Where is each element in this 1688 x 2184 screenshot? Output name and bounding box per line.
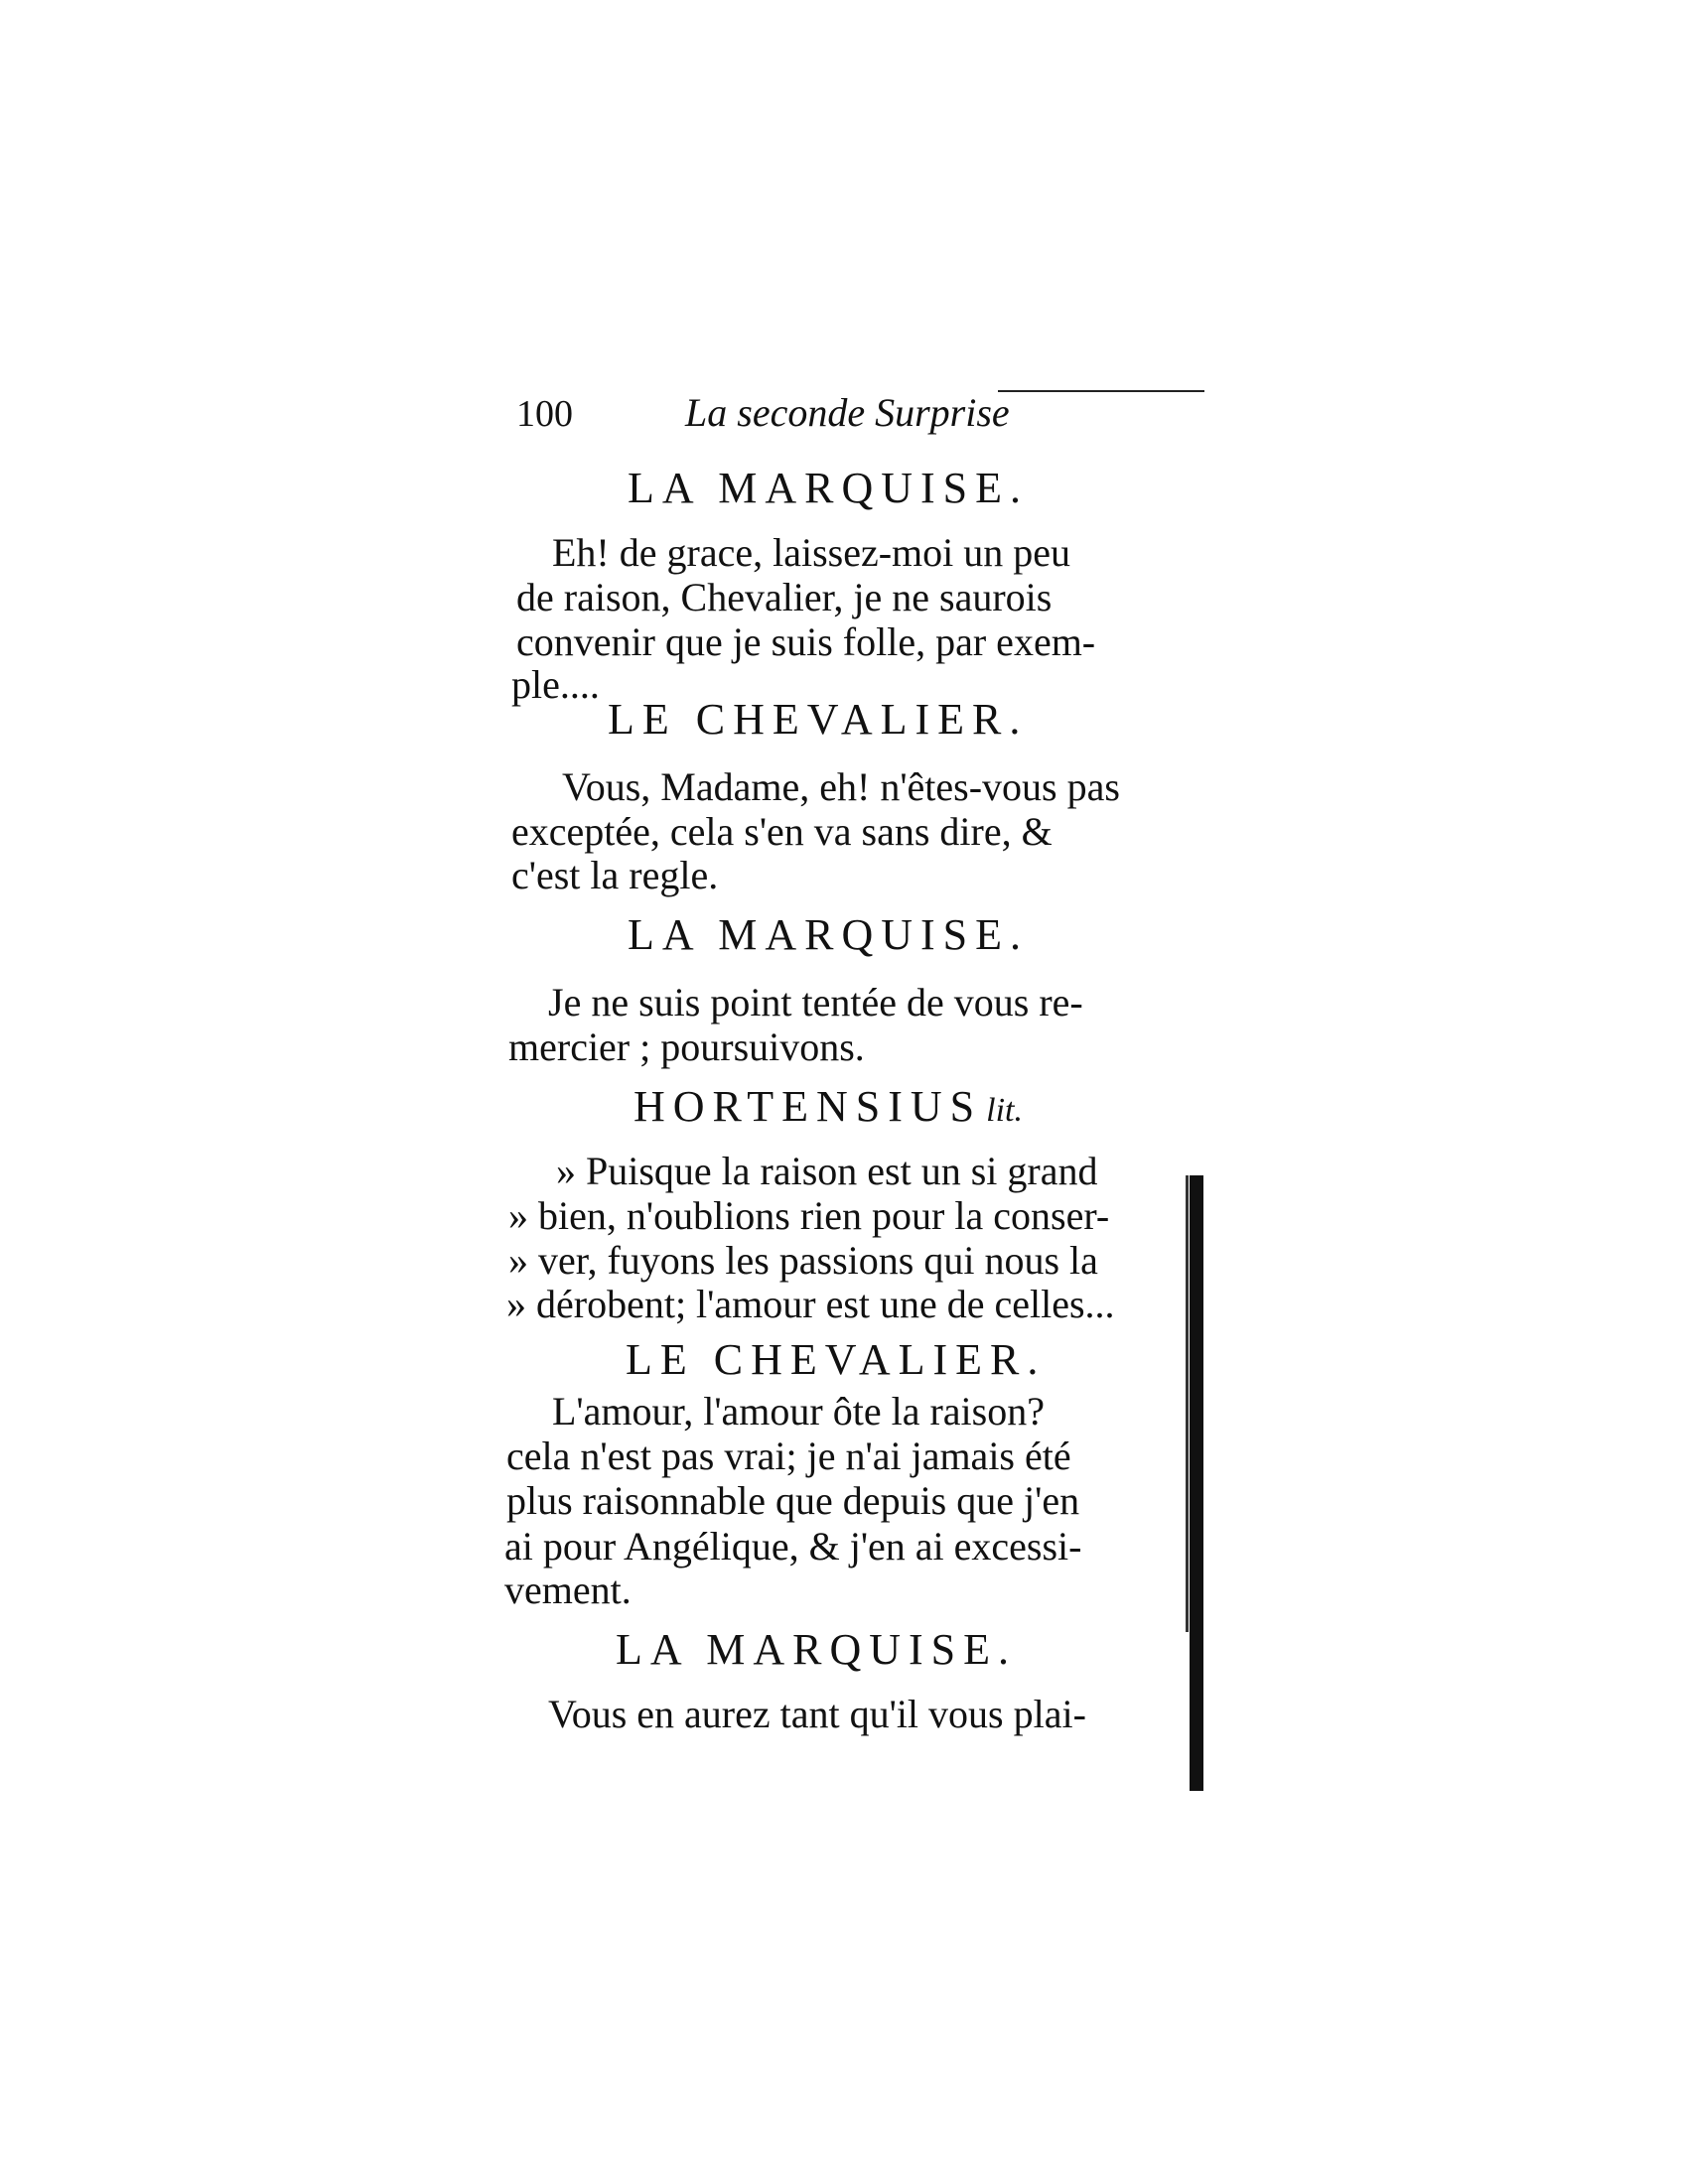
speaker-name: LA MARQUISE.	[628, 464, 1030, 512]
dialogue-line: L'amour, l'amour ôte la raison?	[552, 1389, 1045, 1433]
speaker-name: LE CHEVALIER.	[626, 1335, 1047, 1384]
page-edge-shadow	[1186, 1175, 1189, 1632]
dialogue-line: Je ne suis point tentée de vous re-	[548, 980, 1083, 1024]
dialogue-line: Vous en aurez tant qu'il vous plai-	[548, 1692, 1086, 1736]
dialogue-line: vement.	[504, 1568, 632, 1612]
speaker-name: LA MARQUISE.	[616, 1625, 1018, 1674]
dialogue-line: mercier ; poursuivons.	[508, 1024, 865, 1069]
page-edge-bar	[1190, 1175, 1203, 1791]
header-rule	[998, 390, 1204, 392]
speaker-name	[633, 1082, 1023, 1131]
stage-direction: lit.	[986, 1092, 1023, 1129]
page-number: 100	[516, 393, 573, 435]
dialogue-line: de raison, Chevalier, je ne saurois	[516, 575, 1053, 619]
dialogue-line: cela n'est pas vrai; je n'ai jamais été	[506, 1433, 1071, 1478]
dialogue-line: exceptée, cela s'en va sans dire, &	[511, 809, 1053, 854]
dialogue-line: » dérobent; l'amour est une de celles...	[506, 1282, 1115, 1326]
speaker-label: HORTENSIUS	[633, 1082, 983, 1131]
dialogue-line: » ver, fuyons les passions qui nous la	[508, 1238, 1098, 1283]
dialogue-line: plus raisonnable que depuis que j'en	[506, 1478, 1080, 1523]
dialogue-line: Eh! de grace, laissez-moi un peu	[552, 530, 1071, 575]
speaker-name: LA MARQUISE.	[628, 910, 1030, 959]
dialogue-line: convenir que je suis folle, par exem-	[516, 619, 1096, 664]
dialogue-line: » Puisque la raison est un si grand	[556, 1149, 1098, 1193]
running-title: La seconde Surprise	[685, 390, 1010, 435]
dialogue-line: ai pour Angélique, & j'en ai excessi-	[504, 1524, 1082, 1569]
dialogue-line: Vous, Madame, eh! n'êtes-vous pas	[562, 764, 1120, 809]
dialogue-line: ple....	[511, 662, 600, 707]
speaker-name: LE CHEVALIER.	[608, 695, 1029, 744]
dialogue-line: c'est la regle.	[511, 853, 719, 897]
dialogue-line: » bien, n'oublions rien pour la conser-	[508, 1193, 1110, 1238]
